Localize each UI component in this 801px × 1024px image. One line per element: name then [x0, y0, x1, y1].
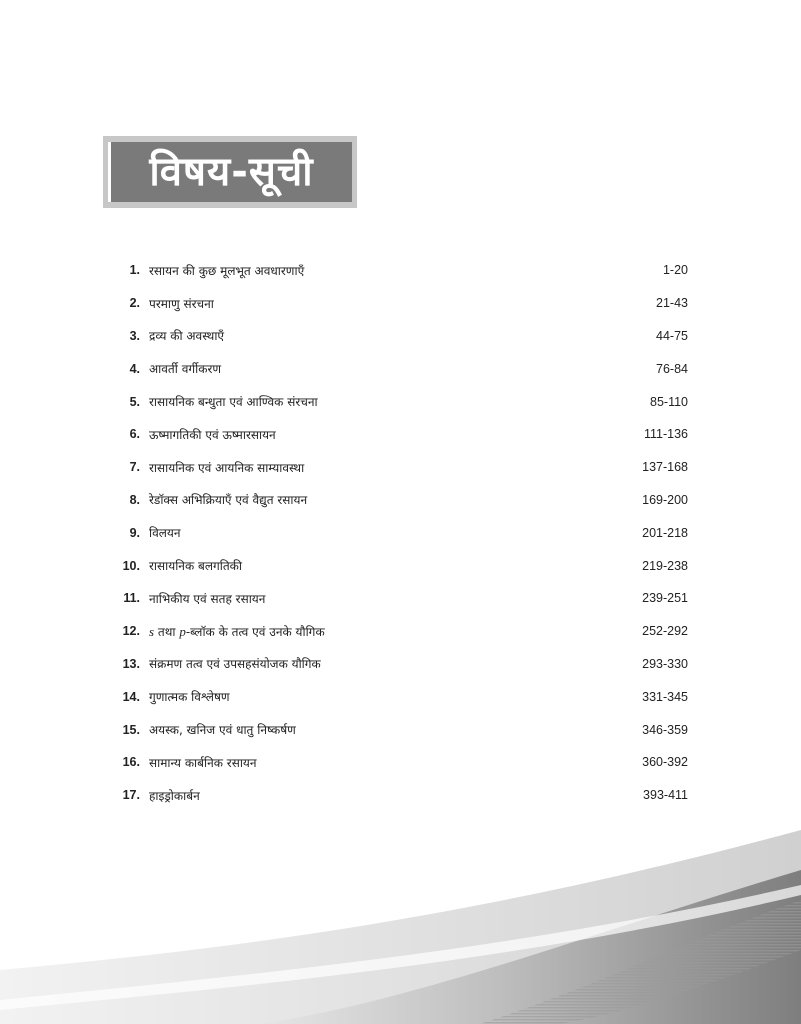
table-of-contents — [110, 254, 688, 812]
toc-number: 8. — [129, 492, 140, 507]
toc-pages: 137-168 — [642, 460, 688, 475]
page-title: विषय-सूची — [149, 149, 314, 195]
toc-title — [149, 623, 598, 640]
toc-pages: 346-359 — [642, 722, 688, 737]
s-block-symbol: s — [149, 623, 155, 639]
toc-number: 3. — [129, 328, 140, 343]
toc-number: 9. — [129, 525, 140, 540]
toc-pages: 252-292 — [642, 624, 688, 639]
toc-title: रासायनिक एवं आयनिक साम्यावस्था — [149, 460, 305, 475]
toc-number: 10. — [122, 558, 140, 573]
toc-number: 2. — [129, 296, 140, 311]
toc-title: रासायनिक बन्धुता एवं आण्विक संरचना — [149, 395, 318, 410]
toc-number: 16. — [122, 755, 140, 770]
toc-pages: 331-345 — [642, 689, 688, 704]
toc-title-connector: तथा — [154, 624, 180, 639]
toc-row — [110, 746, 688, 779]
toc-title: सामान्य कार्बनिक रसायन — [149, 755, 257, 770]
toc-pages: 393-411 — [643, 788, 688, 803]
toc-title: अयस्क, खनिज एवं धातु निष्कर्षण — [149, 723, 296, 738]
toc-number: 13. — [122, 656, 140, 671]
toc-title: द्रव्य की अवस्थाएँ — [149, 329, 225, 344]
toc-title: विलयन — [149, 526, 181, 541]
toc-title: गुणात्मक विश्लेषण — [149, 690, 230, 705]
toc-pages: 293-330 — [642, 656, 688, 671]
toc-row — [110, 713, 688, 746]
toc-row — [110, 385, 688, 418]
toc-pages: 239-251 — [642, 591, 688, 606]
toc-pages: 21-43 — [656, 296, 688, 311]
toc-pages: 219-238 — [642, 558, 688, 573]
toc-title: परमाणु संरचना — [149, 296, 214, 311]
toc-pages: 360-392 — [642, 755, 688, 770]
toc-title: नाभिकीय एवं सतह रसायन — [149, 591, 266, 606]
toc-title: हाइड्रोकार्बन — [149, 788, 200, 803]
toc-row — [110, 615, 688, 648]
toc-number: 17. — [122, 788, 140, 803]
toc-row — [110, 287, 688, 320]
toc-title: ऊष्मागतिकी एवं ऊष्मारसायन — [149, 427, 276, 442]
toc-pages: 201-218 — [642, 525, 688, 540]
toc-number: 14. — [122, 689, 140, 704]
decorative-swoosh — [0, 800, 801, 1024]
toc-row — [110, 352, 688, 385]
toc-row — [110, 549, 688, 582]
p-block-symbol: p — [179, 623, 186, 639]
toc-number: 6. — [129, 427, 140, 442]
toc-number: 12. — [122, 624, 140, 639]
toc-row — [110, 451, 688, 484]
toc-pages: 111-136 — [643, 427, 688, 442]
toc-number: 4. — [129, 361, 140, 376]
toc-pages: 85-110 — [650, 394, 688, 409]
toc-pages: 76-84 — [656, 361, 688, 376]
toc-number: 11. — [123, 591, 140, 606]
title-banner-inner — [108, 142, 352, 202]
toc-title: संक्रमण तत्व एवं उपसहसंयोजक यौगिक — [149, 657, 321, 672]
toc-row — [110, 418, 688, 451]
toc-number: 5. — [129, 394, 140, 409]
toc-row — [110, 582, 688, 615]
title-banner — [103, 136, 357, 208]
toc-pages: 1-20 — [662, 263, 688, 278]
toc-row — [110, 254, 688, 287]
toc-title: रेडॉक्स अभिक्रियाएँ एवं वैद्युत रसायन — [149, 493, 308, 508]
toc-title: आवर्ती वर्गीकरण — [149, 362, 222, 377]
toc-pages: 44-75 — [656, 328, 688, 343]
toc-title: रसायन की कुछ मूलभूत अवधारणाएँ — [149, 263, 305, 278]
toc-row — [110, 680, 688, 713]
toc-number: 7. — [129, 460, 140, 475]
toc-row — [110, 648, 688, 681]
toc-title: रासायनिक बलगतिकी — [149, 559, 243, 574]
toc-number: 15. — [122, 722, 140, 737]
toc-pages: 169-200 — [642, 492, 688, 507]
toc-row — [110, 484, 688, 517]
toc-number: 1. — [129, 263, 140, 278]
toc-row — [110, 320, 688, 353]
toc-title-rest: -ब्लॉक के तत्व एवं उनके यौगिक — [185, 624, 325, 639]
toc-row — [110, 516, 688, 549]
